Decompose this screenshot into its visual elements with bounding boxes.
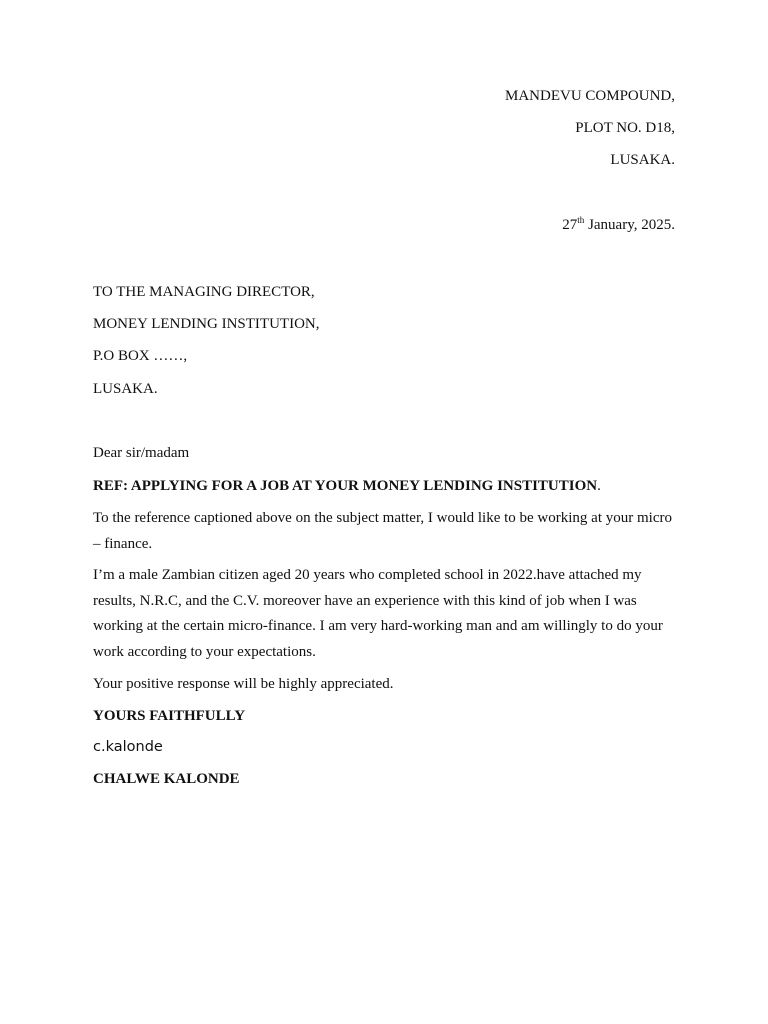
signature: c.kalonde [93, 739, 163, 755]
recipient-line-3: P.O BOX ……, [93, 348, 188, 364]
sender-address-line-3: LUSAKA. [610, 152, 675, 168]
recipient-line-4: LUSAKA. [93, 381, 158, 397]
reference-trailing: . [597, 478, 601, 494]
body-paragraph-1: To the reference captioned above on the subject matter, I would like to be working at your micro – finance. [93, 510, 672, 552]
date-rest: January, 2025. [584, 217, 675, 233]
valediction: YOURS FAITHFULLY [93, 708, 246, 724]
reference-text: REF: APPLYING FOR A JOB AT YOUR MONEY LENDING INSTITUTION [93, 478, 598, 494]
body-paragraph-3: Your positive response will be highly appreciated. [93, 676, 394, 692]
letter-date [562, 217, 675, 234]
body-paragraph-2: I’m a male Zambian citizen aged 20 years who completed school in 2022.have attached my results, N.R.C, and the C.V. moreover have an experience with this kind of job when I was working at the certain micro-finance. I am very hard-working man and am willingly to do your work according to your expectations. [93, 567, 663, 660]
recipient-line-1: TO THE MANAGING DIRECTOR, [93, 284, 315, 300]
recipient-line-2: MONEY LENDING INSTITUTION, [93, 316, 320, 332]
reference-line [93, 478, 601, 495]
signatory-name: CHALWE KALONDE [93, 771, 240, 787]
sender-address-line-1: MANDEVU COMPOUND, [504, 88, 675, 104]
date-day: 27 [562, 217, 578, 233]
sender-address-line-2: PLOT NO. D18, [575, 120, 675, 136]
salutation: Dear sir/madam [93, 445, 190, 461]
date-suffix: th [577, 215, 585, 225]
